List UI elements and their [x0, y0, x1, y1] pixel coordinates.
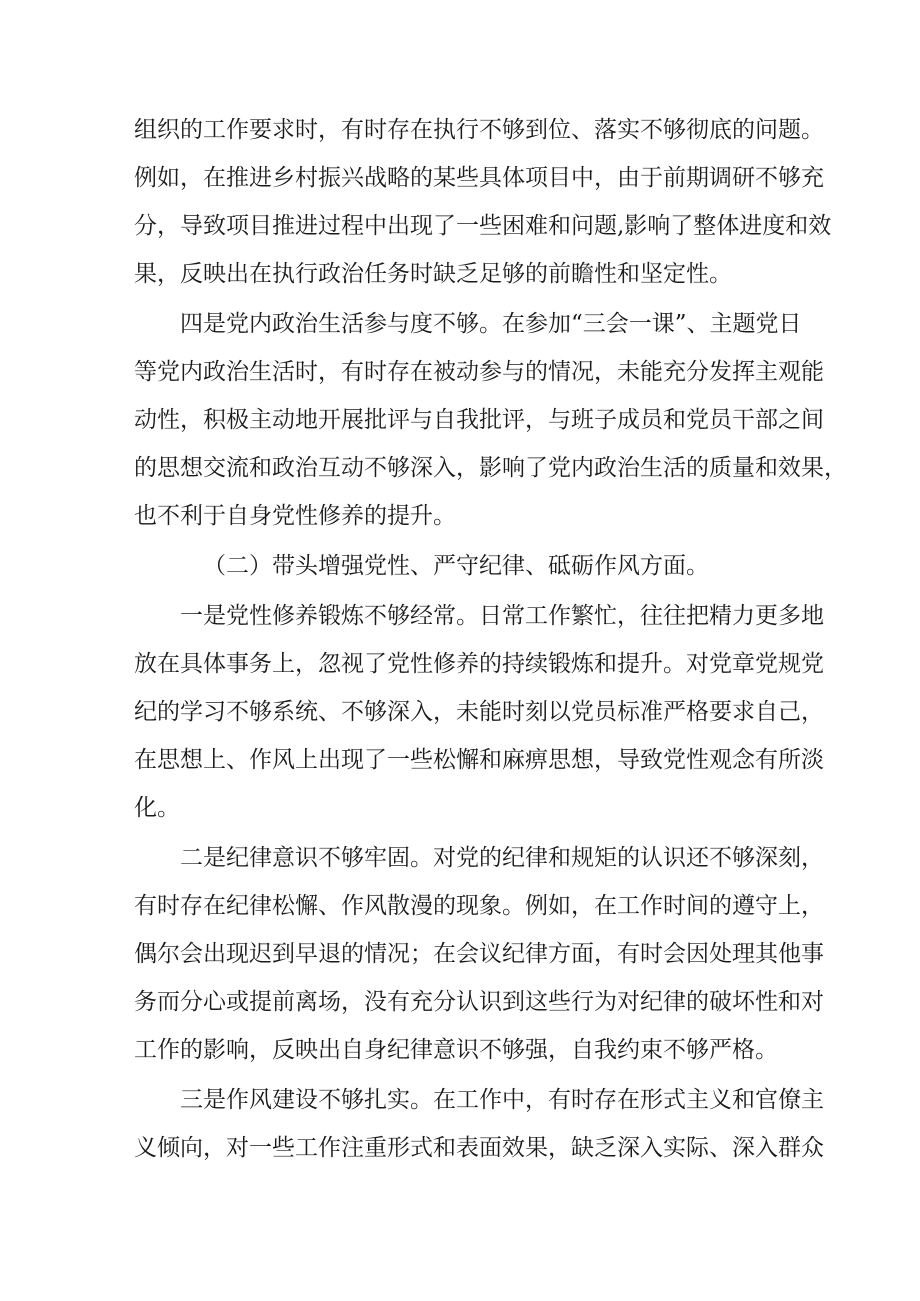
paragraph-start-line: 一是党性修养锻炼不够经常。日常工作繁忙，往往把精力更多地 [180, 603, 824, 629]
text-line: 纪的学习不够系统、不够深入，未能时刻以党员标准严格要求自己， [134, 699, 824, 725]
text-line: 果，反映出在执行政治任务时缺乏足够的前瞻性和坚定性。 [134, 261, 732, 287]
text-line: 分，导致项目推进过程中出现了一些困难和问题,影响了整体进度和效 [134, 213, 832, 239]
text-line: 例如，在推进乡村振兴战略的某些具体项目中，由于前期调研不够充 [134, 165, 824, 191]
paragraph-start-line: 三是作风建设不够扎实。在工作中，有时存在形式主义和官僚主 [180, 1087, 824, 1113]
text-line: 工作的影响，反映出自身纪律意识不够强，自我约束不够严格。 [134, 1037, 778, 1063]
paragraph-start-line: 二是纪律意识不够牢固。对党的纪律和规矩的认识还不够深刻， [180, 845, 824, 871]
text-line: 也不利于自身党性修养的提升。 [134, 503, 456, 529]
text-line: 放在具体事务上，忽视了党性修养的持续锻炼和提升。对党章党规党 [134, 651, 824, 677]
section-heading: （二）带头增强党性、严守纪律、砥砺作风方面。 [203, 553, 709, 579]
text-line: 务而分心或提前离场，没有充分认识到这些行为对纪律的破坏性和对 [134, 989, 824, 1015]
text-line: 在思想上、作风上出现了一些松懈和麻痹思想，导致党性观念有所淡 [134, 747, 824, 773]
text-line: 偶尔会出现迟到早退的情况；在会议纪律方面，有时会因处理其他事 [134, 941, 824, 967]
text-line: 动性，积极主动地开展批评与自我批评，与班子成员和党员干部之间 [134, 407, 824, 433]
text-line: 等党内政治生活时，有时存在被动参与的情况，未能充分发挥主观能 [134, 359, 824, 385]
text-line: 组织的工作要求时，有时存在执行不够到位、落实不够彻底的问题。 [134, 117, 824, 143]
text-line: 有时存在纪律松懈、作风散漫的现象。例如，在工作时间的遵守上， [134, 893, 824, 919]
text-line: 义倾向，对一些工作注重形式和表面效果，缺乏深入实际、深入群众 [134, 1135, 824, 1161]
text-line: 的思想交流和政治互动不够深入，影响了党内政治生活的质量和效果， [134, 455, 847, 481]
paragraph-start-line: 四是党内政治生活参与度不够。在参加“三会一课”、主题党日 [180, 311, 802, 337]
text-line: 化。 [134, 795, 180, 821]
